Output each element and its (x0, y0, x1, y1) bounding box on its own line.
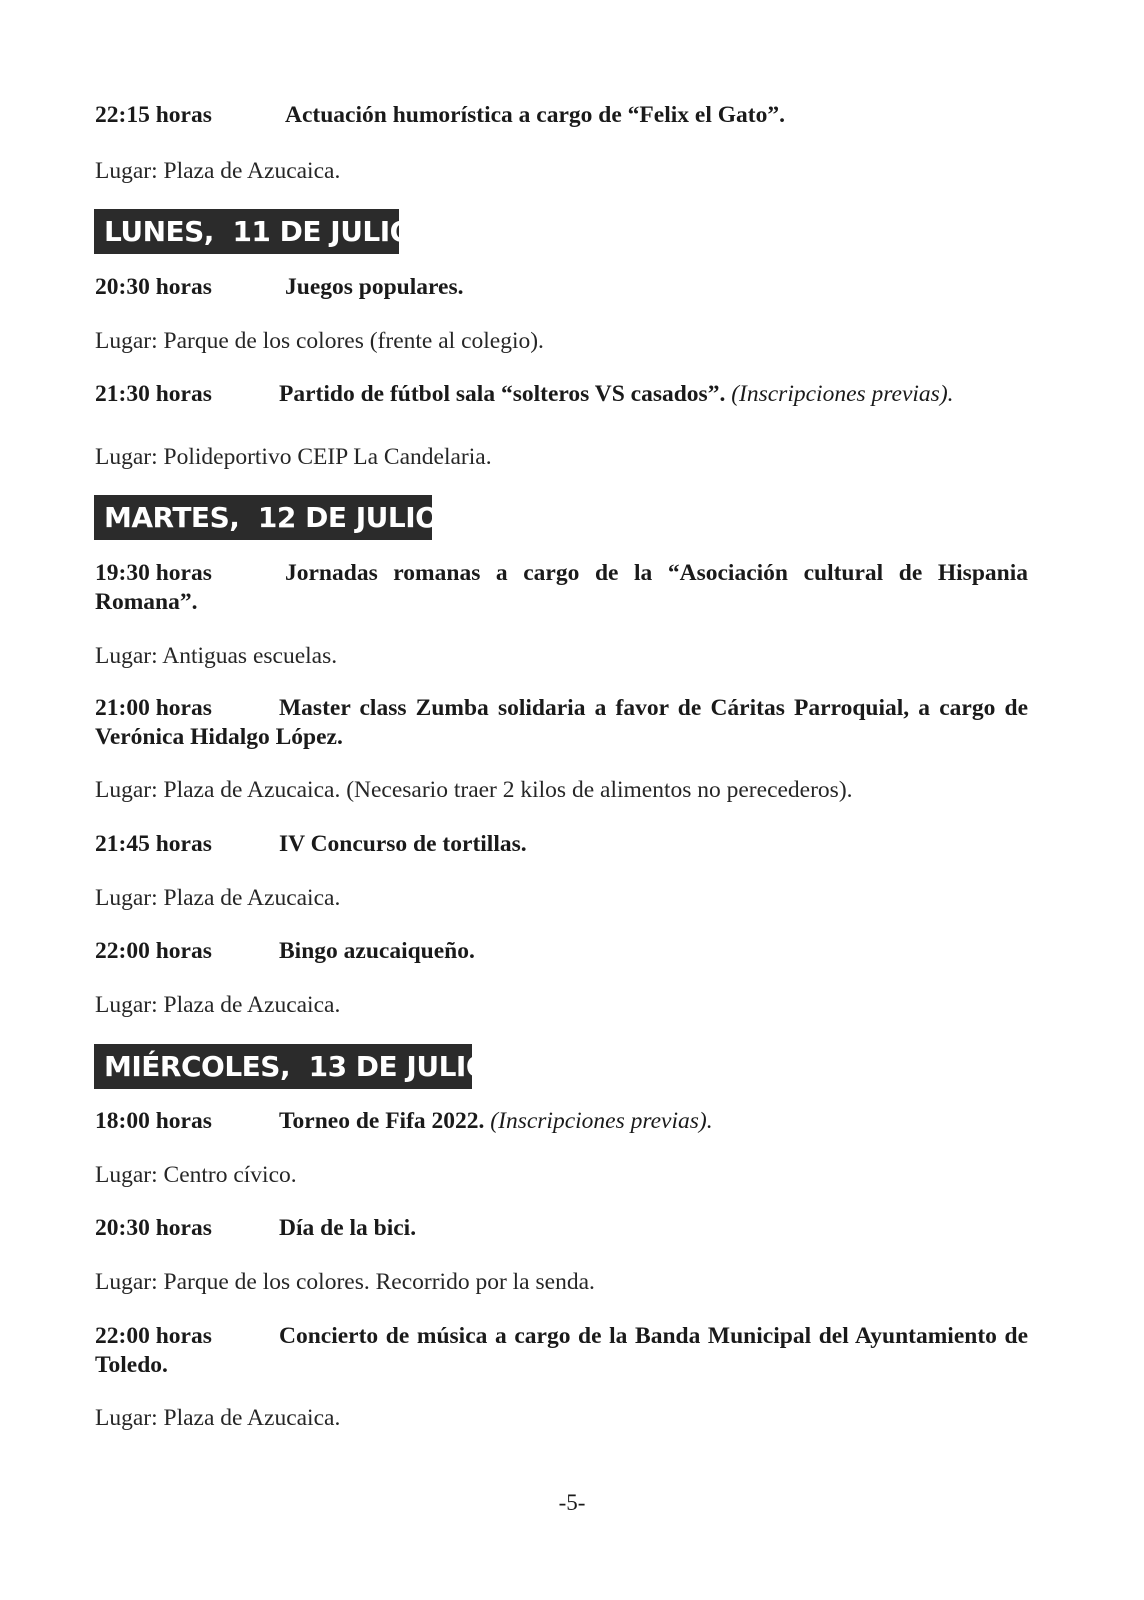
event-row (95, 1214, 1028, 1243)
event-title: Torneo de Fifa 2022. (279, 1108, 485, 1134)
event-time: 21:00 horas (95, 695, 212, 721)
event-place: Lugar: Parque de los colores. Recorrido por la senda. (95, 1269, 595, 1295)
event-place: Lugar: Plaza de Azucaica. (95, 885, 341, 911)
event-time: 22:00 horas (95, 938, 212, 964)
day-header-martes: MARTES, 12 DE JULIO (94, 495, 432, 540)
event-title: Jornadas romanas a cargo de la “Asociación cultural de Hispania Romana”. (95, 560, 1028, 615)
event-time: 19:30 horas (95, 560, 212, 586)
event-time: 18:00 horas (95, 1108, 212, 1134)
event-title: Partido de fútbol sala “solteros VS casados”. (279, 381, 726, 407)
event-time: 21:45 horas (95, 831, 212, 857)
day-header-miercoles: MIÉRCOLES, 13 DE JULIO (94, 1044, 472, 1089)
event-place: Lugar: Parque de los colores (frente al colegio). (95, 328, 544, 354)
event-row (95, 937, 1028, 966)
event-note: (Inscripciones previas). (731, 381, 954, 407)
event-row (95, 1322, 1028, 1380)
event-row (95, 1107, 1028, 1136)
page-number: -5- (558, 1490, 586, 1515)
event-place: Lugar: Plaza de Azucaica. (Necesario traer 2 kilos de alimentos no perecederos). (95, 777, 853, 803)
event-title: Día de la bici. (279, 1215, 417, 1241)
event-place: Lugar: Antiguas escuelas. (95, 643, 338, 669)
event-place: Lugar: Plaza de Azucaica. (95, 158, 341, 184)
event-place: Lugar: Plaza de Azucaica. (95, 992, 341, 1018)
event-title: Master class Zumba solidaria a favor de Cáritas Parroquial, a cargo de Verónica Hidalgo López. (95, 695, 1028, 750)
event-title: Actuación humorística a cargo de “Felix el Gato”. (285, 102, 785, 128)
event-row (95, 559, 1028, 617)
event-note: (Inscripciones previas). (490, 1108, 713, 1134)
event-time: 22:15 horas (95, 102, 212, 128)
day-header-lunes: LUNES, 11 DE JULIO (94, 209, 399, 254)
event-row (95, 273, 1028, 302)
event-place: Lugar: Polideportivo CEIP La Candelaria. (95, 444, 492, 470)
event-place: Lugar: Centro cívico. (95, 1162, 297, 1188)
event-row (95, 694, 1028, 752)
event-place: Lugar: Plaza de Azucaica. (95, 1405, 341, 1431)
event-time: 21:30 horas (95, 381, 212, 407)
event-row (95, 830, 1028, 859)
event-title: Juegos populares. (285, 274, 464, 300)
event-row (95, 380, 1028, 409)
event-title: IV Concurso de tortillas. (279, 831, 527, 857)
event-row (95, 101, 1028, 130)
event-title: Bingo azucaiqueño. (279, 938, 475, 964)
event-time: 20:30 horas (95, 274, 212, 300)
event-time: 20:30 horas (95, 1215, 212, 1241)
event-title: Concierto de música a cargo de la Banda Municipal del Ayuntamiento de Toledo. (95, 1323, 1028, 1378)
event-time: 22:00 horas (95, 1323, 212, 1349)
